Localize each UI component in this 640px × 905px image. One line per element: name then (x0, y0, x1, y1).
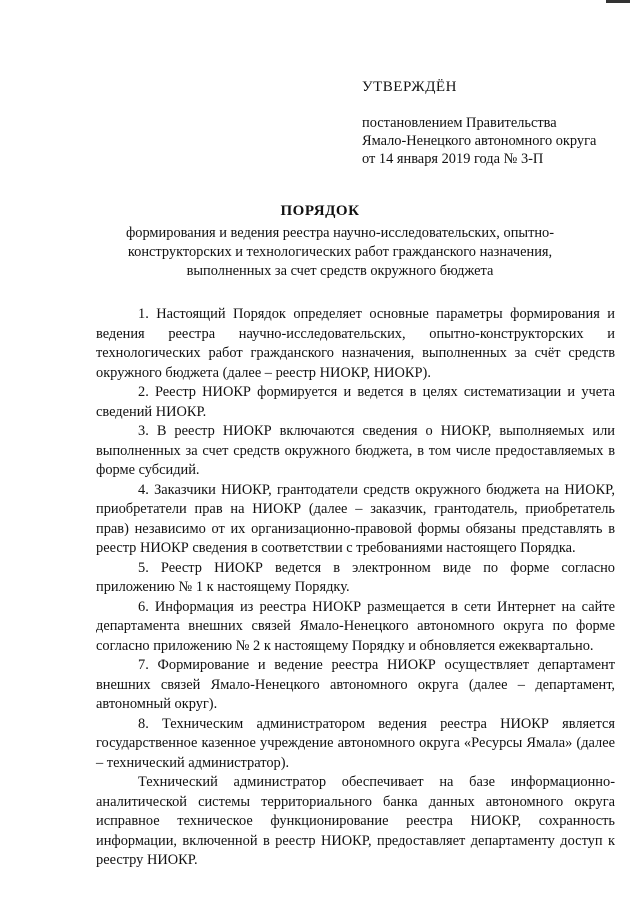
paragraph-1: 1. Настоящий Порядок определяет основные параметры формирования и ведения реестра научно-исследовательских, опытно-конструкторских и технологических работ гражданского назначения, выполненных за счёт средств окружного бюджета (далее – реестр НИОКР, НИОКР). (96, 306, 615, 381)
document-body (96, 305, 615, 871)
paragraph-4: 4. Заказчики НИОКР, грантодатели средств окружного бюджета на НИОКР, приобретатели прав на НИОКР (далее – заказчик, грантодатель, приобретатель прав) независимо от их организационно-правовой формы обязаны представлять в реестр НИОКР сведения в соответствии с требованиями настоящего Порядка. (96, 481, 615, 556)
approval-block (362, 78, 632, 168)
approval-line-2: Ямало-Ненецкого автономного округа (362, 133, 597, 149)
paragraph-8: 8. Техническим администратором ведения реестра НИОКР является государственное казенное учреждение автономного округа «Ресурсы Ямала» (далее – технический администратор). (96, 715, 615, 771)
paragraph-7: 7. Формирование и ведение реестра НИОКР осуществляет департамент внешних связей Ямало-Ненецкого автономного округа (далее – департамент, автономный округ). (96, 657, 615, 712)
paragraph-2: 2. Реестр НИОКР формируется и ведется в целях систематизации и учета сведений НИОКР. (96, 384, 615, 420)
document-title: ПОРЯДОК (280, 203, 360, 219)
paragraph-5: 5. Реестр НИОКР ведется в электронном виде по форме согласно приложению № 1 к настоящему Порядку. (96, 559, 615, 595)
approval-line-1: постановлением Правительства (362, 115, 557, 131)
paragraph-9: Технический администратор обеспечивает на базе информационно-аналитической системы территориального банка данных автономного округа исправное техническое функционирование реестра НИОКР, сохранность информации, включенной в реестр НИОКР, предоставляет департаменту доступ к реестру НИОКР. (96, 774, 615, 868)
paragraph-3: 3. В реестр НИОКР включаются сведения о НИОКР, выполняемых или выполненных за счет средств окружного бюджета, в том числе предоставляемых в форме субсидий. (96, 423, 615, 478)
scan-mark (606, 0, 630, 3)
approval-heading: УТВЕРЖДЁН (362, 79, 457, 95)
paragraph-6: 6. Информация из реестра НИОКР размещается в сети Интернет на сайте департамента внешних связей Ямало-Ненецкого автономного округа по форме согласно приложению № 2 к настоящему Порядку и обновляется ежеквартально. (96, 598, 615, 654)
approval-line-3: от 14 января 2019 года № 3-П (362, 151, 544, 167)
document-subtitle: формирования и ведения реестра научно-исследовательских, опытно-конструкторских и технологических работ гражданского назначения, выполненных за счет средств окружного бюджета (125, 225, 555, 279)
